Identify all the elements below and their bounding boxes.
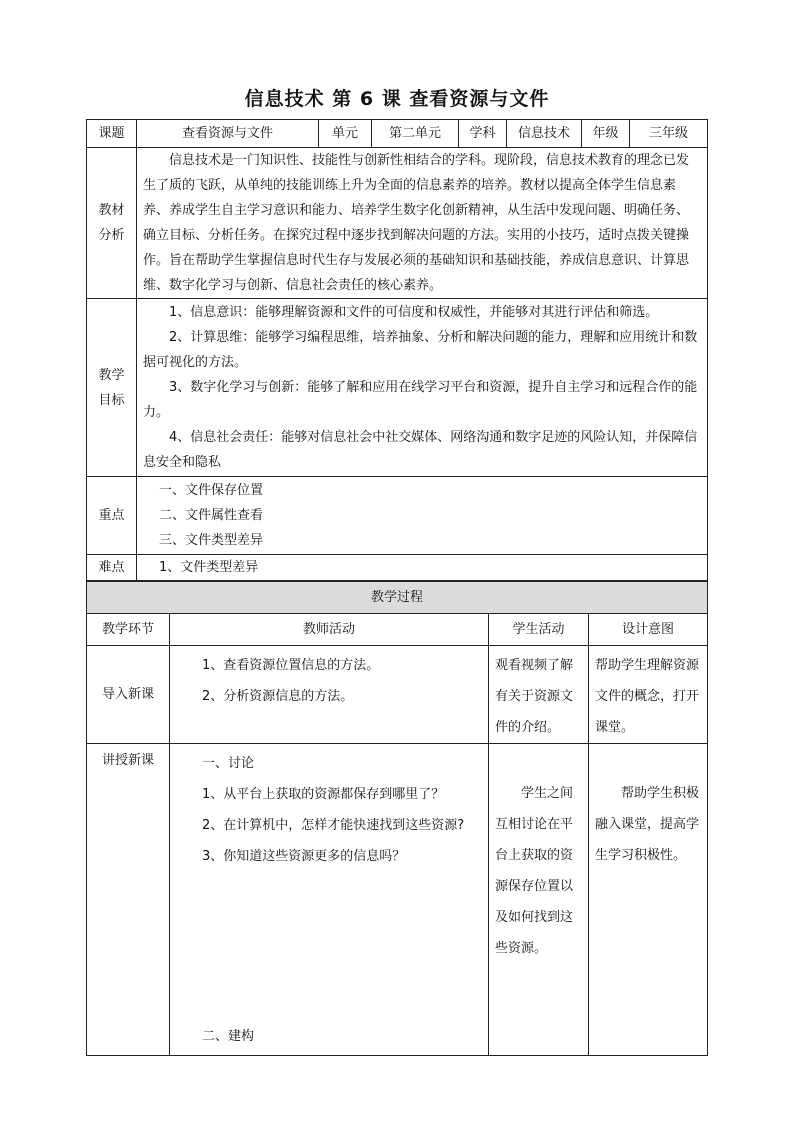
column-header-student: 学生活动: [489, 614, 589, 646]
key-points-label: 重点: [87, 477, 137, 555]
goals-list: [137, 299, 708, 477]
unit-label: 单元: [319, 120, 372, 148]
intro-teacher-activity: [170, 646, 489, 744]
grade-value: 三年级: [630, 120, 708, 148]
lesson-info-table: [86, 119, 708, 581]
analysis-row: [87, 148, 708, 299]
difficulty-row: [87, 555, 708, 581]
intro-row: [87, 646, 708, 744]
lecture-design-intent: 帮助学生积极融入课堂，提高学生学习积极性。: [589, 744, 708, 1056]
lecture-teacher-activity: [170, 744, 489, 1056]
goal-item: 4、信息社会责任：能够对信息社会中社交媒体、网络沟通和数字足迹的风险认知，并保障信息安全和隐私: [143, 430, 698, 470]
process-heading: 教学过程: [87, 582, 708, 614]
column-header-stage: 教学环节: [87, 614, 170, 646]
goal-item: 2、计算思维：能够学习编程思维，培养抽象、分析和解决问题的能力，理解和应用统计和数据可视化的方法。: [143, 330, 698, 370]
topic-value: 查看资源与文件: [137, 120, 319, 148]
teacher-section-heading: 一、讨论: [202, 756, 255, 771]
grade-label: 年级: [582, 120, 630, 148]
goal-item: 1、信息意识：能够理解资源和文件的可信度和权威性，并能够对其进行评估和筛选。: [169, 305, 659, 320]
topic-label: 课题: [87, 120, 137, 148]
difficulty-item: 1、文件类型差异: [137, 555, 708, 581]
lecture-student-activity: 学生之间互相讨论在平台上获取的资源保存位置以及如何找到这些资源。: [489, 744, 589, 1056]
process-columns-row: [87, 614, 708, 646]
intro-student-activity: 观看视频了解有关于资源文件的介绍。: [489, 646, 589, 744]
key-point-item: 三、文件类型差异: [159, 533, 264, 548]
lecture-row: [87, 744, 708, 1056]
goal-item: 3、数字化学习与创新：能够了解和应用在线学习平台和资源，提升自主学习和远程合作的能力。: [143, 380, 698, 420]
teaching-process-table: [86, 581, 708, 1056]
analysis-text: 信息技术是一门知识性、技能性与创新性相结合的学科。现阶段，信息技术教育的理念已发生了质的飞跃，从单纯的技能训练上升为全面的信息素养的培养。教材以提高全体学生信息素养、养成学生自主学习意识和能力、培养学生数字化创新精神，从生活中发现问题、明确任务、确立目标、分析任务。在探究过程中逐步找到解决问题的方法。实用的小技巧，适时点拨关键操作。旨在帮助学生掌握信息时代生存与发展必须的基础知识和基础技能，养成信息意识、计算思维、数字化学习与创新、信息社会责任的核心素养。: [137, 148, 708, 299]
intro-stage: 导入新课: [87, 646, 170, 744]
key-points-row: [87, 477, 708, 555]
process-heading-row: [87, 582, 708, 614]
unit-value: 第二单元: [372, 120, 459, 148]
key-point-item: 一、文件保存位置: [159, 483, 264, 498]
lecture-stage: 讲授新课: [87, 744, 170, 1056]
goals-row: [87, 299, 708, 477]
header-row: [87, 120, 708, 148]
page-title: 信息技术 第 6 课 查看资源与文件: [244, 88, 550, 110]
teacher-section-footer: 二、建构: [202, 1029, 255, 1044]
column-header-teacher: 教师活动: [170, 614, 489, 646]
teacher-question: 3、你知道这些资源更多的信息吗？: [202, 849, 406, 864]
column-header-intent: 设计意图: [589, 614, 708, 646]
teacher-step: 2、分析资源信息的方法。: [202, 689, 354, 704]
intro-design-intent: 帮助学生理解资源文件的概念，打开课堂。: [589, 646, 708, 744]
difficulty-label: 难点: [87, 555, 137, 581]
analysis-label: 教材 分析: [87, 148, 137, 299]
key-point-item: 二、文件属性查看: [159, 508, 264, 523]
goals-label: 教学 目标: [87, 299, 137, 477]
teacher-question: 1、从平台上获取的资源都保存到哪里了？: [202, 787, 445, 802]
subject-value: 信息技术: [507, 120, 582, 148]
teacher-question: 2、在计算机中，怎样才能快速找到这些资源?: [202, 818, 465, 833]
key-points-list: [137, 477, 708, 555]
subject-label: 学科: [459, 120, 507, 148]
teacher-step: 1、查看资源位置信息的方法。: [202, 658, 380, 673]
